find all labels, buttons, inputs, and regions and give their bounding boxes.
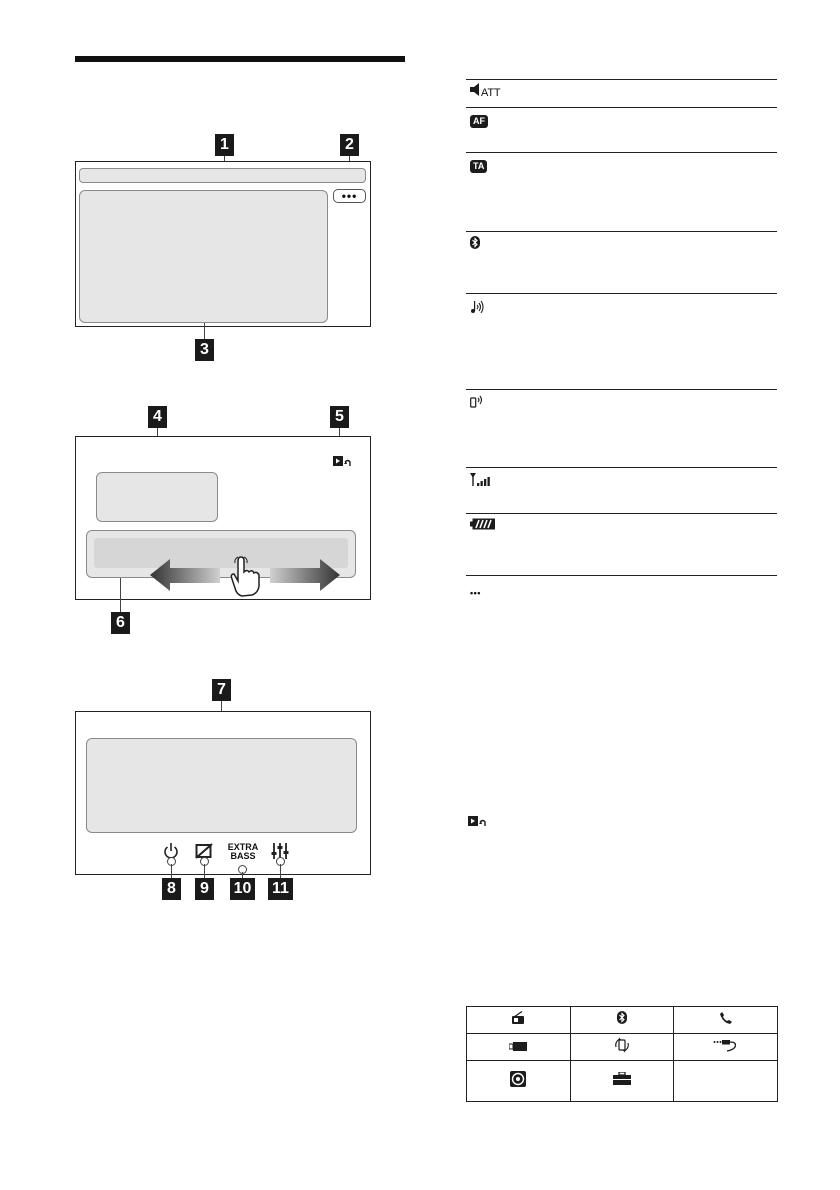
att-label: ATT: [481, 87, 501, 99]
callout-6: 6: [111, 612, 130, 634]
settings-toolbox-icon: [613, 1072, 631, 1085]
list-rule: [466, 79, 777, 80]
ta-badge-icon: TA: [470, 160, 487, 173]
list-rule: [466, 575, 777, 576]
callout-9-leader: [204, 864, 205, 878]
list-rule: [466, 389, 777, 390]
callout-11-leader: [280, 864, 281, 878]
aux-cable-icon: [713, 1038, 739, 1052]
table-cell: [570, 1034, 674, 1061]
table-cell: [467, 1007, 571, 1034]
more-button[interactable]: •••: [333, 189, 366, 203]
table-cell: [467, 1061, 571, 1102]
table-cell-empty: [674, 1061, 778, 1102]
table-cell: [467, 1034, 571, 1061]
tuner-icon: [511, 1011, 525, 1025]
main-display-area: [86, 738, 357, 833]
list-rule: [466, 107, 777, 108]
callout-4: 4: [148, 406, 167, 428]
list-item-af: [470, 111, 488, 129]
source-icon-table: [466, 1006, 778, 1102]
cd-icon: [510, 1071, 526, 1087]
af-badge-icon: AF: [470, 115, 488, 128]
speaker-icon: [470, 83, 481, 96]
status-bar: [79, 168, 366, 183]
list-rule: [466, 513, 777, 514]
swipe-arrows-icon: [150, 553, 340, 599]
callout-10: 10: [230, 878, 255, 900]
more-icon: •••: [470, 588, 481, 598]
usb-icon: [509, 1042, 527, 1051]
rotate-phone-icon: [614, 1037, 630, 1053]
callout-6-leader: [120, 578, 121, 612]
info-area: [96, 472, 218, 522]
bluetooth-icon: [470, 236, 480, 249]
extra-bass-line1: EXTRA: [227, 842, 259, 852]
content-area: [79, 190, 328, 323]
list-item-att: [470, 83, 500, 101]
table-cell: [674, 1007, 778, 1034]
callout-8: 8: [162, 878, 181, 900]
table-cell: [570, 1061, 674, 1102]
section-heading-rule: [75, 56, 405, 62]
callout-8-leader: [171, 864, 172, 878]
extra-bass-button[interactable]: [227, 843, 259, 861]
bluetooth-icon: [617, 1011, 627, 1024]
battery-icon: [470, 518, 496, 530]
callout-7: 7: [212, 679, 231, 701]
callout-9: 9: [195, 878, 214, 900]
phone-icon: [719, 1011, 733, 1025]
table-cell: [570, 1007, 674, 1034]
callout-1: 1: [215, 134, 234, 156]
list-item-ta: [470, 156, 487, 174]
phone-connection-icon: [470, 393, 484, 409]
back-to-playback-icon: [468, 815, 488, 828]
signal-strength-icon: [470, 473, 492, 486]
list-rule: [466, 293, 777, 294]
callout-3: 3: [195, 339, 214, 361]
callout-3-leader: [204, 323, 205, 339]
list-rule: [466, 231, 777, 232]
table-cell: [674, 1034, 778, 1061]
list-rule: [466, 467, 777, 468]
audio-streaming-icon: [470, 298, 484, 314]
back-to-playback-icon[interactable]: [333, 455, 353, 468]
callout-11: 11: [268, 878, 293, 900]
callout-2: 2: [340, 134, 359, 156]
list-rule: [466, 152, 777, 153]
callout-5: 5: [330, 406, 349, 428]
extra-bass-line2: BASS: [230, 851, 256, 861]
